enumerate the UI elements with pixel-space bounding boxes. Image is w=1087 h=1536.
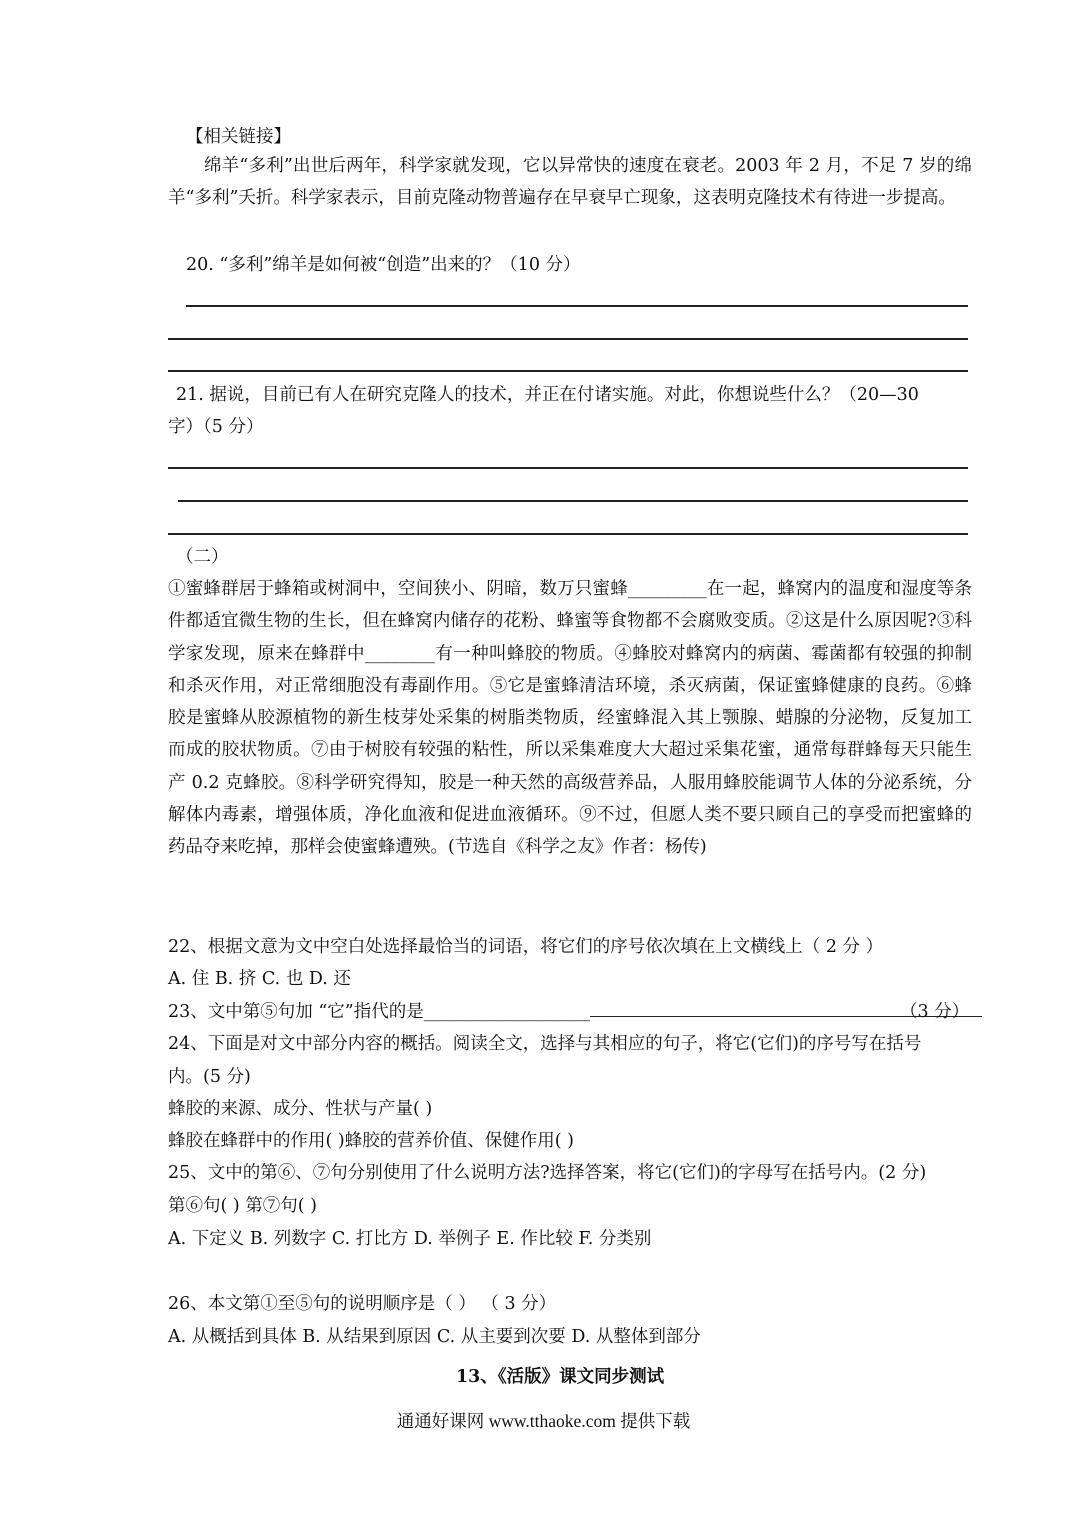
question-24-line2: 内。(5 分): [168, 1067, 251, 1087]
passage-label: （二）: [176, 547, 229, 567]
answer-line: [178, 500, 968, 502]
question-26: 26、本文第①至⑤句的说明顺序是（ ） （ 3 分）: [168, 1294, 557, 1314]
question-23-text: 23、文中第⑤句加 “它”指代的是___________________: [168, 1002, 590, 1022]
question-25-options: A. 下定义 B. 列数字 C. 打比方 D. 举例子 E. 作比较 F. 分类别: [168, 1229, 652, 1249]
link-heading: 【相关链接】: [186, 127, 291, 147]
question-21-line1: 21. 据说，目前已有人在研究克隆人的技术，并正在付诸实施。对此，你想说些什么？（20—30: [176, 385, 919, 405]
question-24-item2: 蜂胶在蜂群中的作用( )蜂胶的营养价值、保健作用( ): [168, 1131, 574, 1151]
question-22-options: A. 住 B. 挤 C. 也 D. 还: [168, 969, 351, 989]
question-20: 20. “多利”绵羊是如何被“创造”出来的？（10 分）: [186, 255, 581, 275]
answer-line: [168, 467, 968, 469]
next-section-title: 13、《活版》课文同步测试: [456, 1367, 665, 1387]
passage-text: ①蜜蜂群居于蜂箱或树洞中，空间狭小、阴暗，数万只蜜蜂_________在一起，蜂窝内的温度和湿度等条件都适宜微生物的生长，但在蜂窝内储存的花粉、蜂蜜等食物都不会腐败变质。②这是什么原因呢?③科学家发现，原来在蜂群中________有一种叫蜂胶的物质。④蜂胶对蜂窝内的病菌、霉菌都有较强的抑制和杀灭作用，对正常细胞没有毒副作用。⑤它是蜜蜂清洁环境，杀灭病菌，保证蜜蜂健康的良药。⑥蜂胶是蜜蜂从胶源植物的新生枝芽处采集的树脂类物质，经蜜蜂混入其上颚腺、蜡腺的分泌物，反复加工而成的胶状物质。⑦由于树胶有较强的粘性，所以采集难度大大超过采集花蜜，通常每群蜂每天只能生产 0.2 克蜂胶。⑧科学研究得知，胶是一种天然的高级营养品，人服用蜂胶能调节人体的分泌系统，分解体内毒素，增强体质，净化血液和促进血液循环。⑨不过，但愿人类不要只顾自己的享受而把蜜蜂的药品夺来吃掉，那样会使蜜蜂遭殃。(节选自《科学之友》作者：杨传): [168, 579, 972, 858]
question-25-line2: 第⑥句( ) 第⑦句( ): [168, 1196, 317, 1216]
question-25-line1: 25、文中的第⑥、⑦句分别使用了什么说明方法?选择答案，将它(它们)的字母写在括号内。(2 分): [168, 1163, 927, 1183]
question-23: [168, 1001, 982, 1023]
answer-line: [168, 370, 968, 372]
question-24-line1: 24、下面是对文中部分内容的概括。阅读全文，选择与其相应的句子，将它(它们)的序号写在括号: [168, 1034, 922, 1054]
answer-line: [168, 533, 968, 535]
question-22: 22、根据文意为文中空白处选择最恰当的词语，将它们的序号依次填在上文横线上（ 2 分 ）: [168, 937, 884, 957]
question-24-item1: 蜂胶的来源、成分、性状与产量( ): [168, 1099, 433, 1119]
answer-line: [168, 338, 968, 340]
question-23-score: （3 分）: [900, 1002, 970, 1022]
page-footer: 通通好课网 www.tthaoke.com 提供下载: [396, 1411, 691, 1431]
question-26-options: A. 从概括到具体 B. 从结果到原因 C. 从主要到次要 D. 从整体到部分: [168, 1327, 701, 1347]
answer-line: [186, 305, 968, 307]
question-21-line2: 字）（5 分）: [168, 417, 264, 437]
link-paragraph: 绵羊“多利”出世后两年，科学家就发现，它以异常快的速度在衰老。2003 年 2 月，不足 7 岁的绵羊“多利”夭折。科学家表示，目前克隆动物普遍存在早衰早亡现象，这表明克隆技术有待进一步提高。: [168, 156, 972, 209]
